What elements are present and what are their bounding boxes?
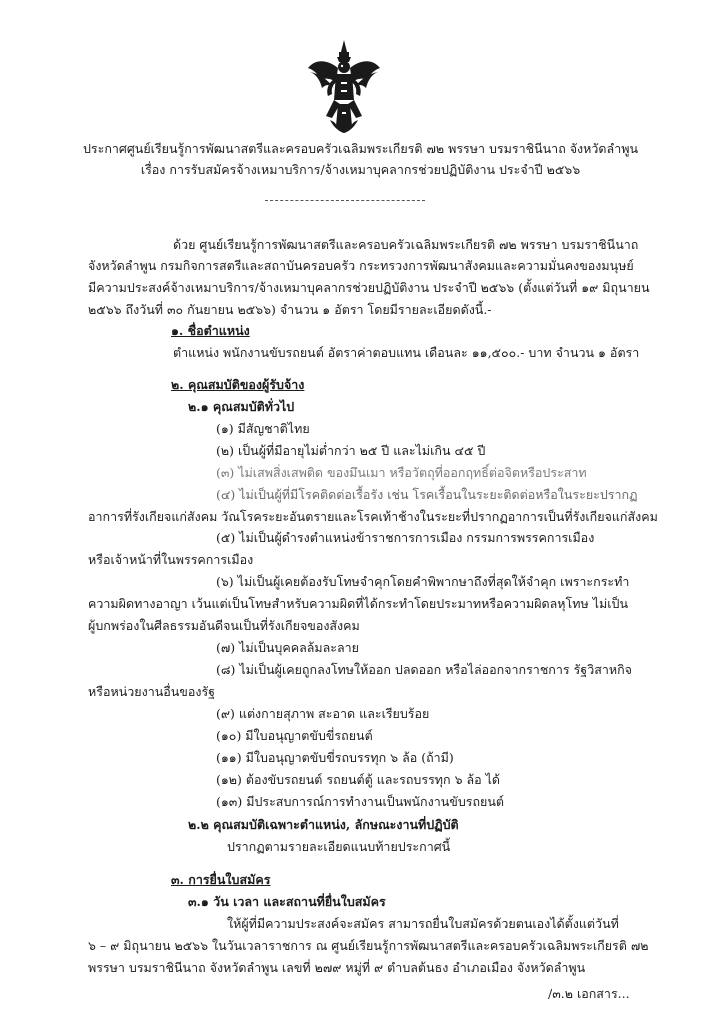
qualification-item: (๑๐) มีใบอนุญาตขับขี่รถยนต์	[216, 728, 373, 743]
qualification-item-cont: ความผิดทางอาญา เว้นแต่เป็นโทษสำหรับความผิดที่ได้กระทำโดยประมาทหรือความผิดลหุโทษ ไม่เป็น	[88, 596, 628, 611]
announcement-subject: เรื่อง การรับสมัครจ้างเหมาบริการ/จ้างเหมาบุคลากรช่วยปฏิบัติงาน ประจำปี ๒๕๖๖	[140, 162, 581, 177]
page-continuation: /๓.๒ เอกสาร...	[548, 986, 630, 1001]
application-line: พรรษา บรมราชินีนาถ จังหวัดลำพูน เลขที่ ๒๗๙ หมู่ที่ ๙ ตำบลต้นธง อำเภอเมือง จังหวัดลำพูน	[88, 960, 586, 975]
section-2-1-heading: ๒.๑ คุณสมบัติทั่วไป	[188, 399, 295, 414]
section-2-heading: ๒. คุณสมบัติของผู้รับจ้าง	[171, 377, 305, 392]
header-divider	[265, 200, 425, 201]
qualification-item: (๗) ไม่เป็นบุคคลล้มละลาย	[216, 640, 359, 655]
section-3-heading: ๓. การยื่นใบสมัคร	[171, 872, 271, 887]
qualification-item: (๒) เป็นผู้ที่มีอายุไม่ต่ำกว่า ๒๕ ปี และไม่เกิน ๔๕ ปี	[216, 443, 486, 458]
qualification-item: (๘) ไม่เป็นผู้เคยถูกลงโทษให้ออก ปลดออก หรือไล่ออกจากราชการ รัฐวิสาหกิจ	[216, 662, 632, 677]
qualification-item: (๕) ไม่เป็นผู้ดำรงตำแหน่งข้าราชการการเมือง กรรมการพรรคการเมือง	[216, 530, 595, 545]
section-2-2-heading: ๒.๒ คุณสมบัติเฉพาะตำแหน่ง, ลักษณะงานที่ปฏิบัติ	[188, 817, 459, 832]
qualification-item: (๓) ไม่เสพสิ่งเสพติด ของมึนเมา หรือวัตถุที่ออกฤทธิ์ต่อจิตหรือประสาท	[216, 465, 587, 480]
intro-line: ๒๕๖๖ ถึงวันที่ ๓๐ กันยายน ๒๕๖๖) จำนวน ๑ อัตรา โดยมีรายละเอียดดังนี้.-	[88, 302, 492, 317]
qualification-item: (๑) มีสัญชาติไทย	[216, 421, 310, 436]
qualification-item: (๑๓) มีประสบการณ์การทำงานเป็นพนักงานขับรถยนต์	[216, 794, 505, 809]
section-1-heading: ๑. ชื่อตำแหน่ง	[171, 323, 250, 338]
application-line: ๖ – ๙ มิถุนายน ๒๕๖๖ ในวันเวลาราชการ ณ ศูนย์เรียนรู้การพัฒนาสตรีและครอบครัวเฉลิมพระเกียรติ ๗๒	[88, 938, 649, 953]
section-2-2-text: ปรากฏตามรายละเอียดแนบท้ายประกาศนี้	[227, 839, 451, 854]
qualification-item: (๙) แต่งกายสุภาพ สะอาด และเรียบร้อย	[216, 706, 430, 721]
intro-line: ด้วย ศูนย์เรียนรู้การพัฒนาสตรีและครอบครัวเฉลิมพระเกียรติ ๗๒ พรรษา บรมราชินีนาถ	[173, 237, 639, 252]
intro-line: จังหวัดลำพูน กรมกิจการสตรีและสถาบันครอบครัว กระทรวงการพัฒนาสังคมและความมั่นคงของมนุษย์	[88, 258, 634, 273]
garuda-emblem-icon	[306, 38, 382, 134]
announcement-title: ประกาศศูนย์เรียนรู้การพัฒนาสตรีและครอบครัวเฉลิมพระเกียรติ ๗๒ พรรษา บรมราชินีนาถ จังหวัดลำพูน	[82, 141, 639, 156]
qualification-item: (๖) ไม่เป็นผู้เคยต้องรับโทษจำคุกโดยคำพิพากษาถึงที่สุดให้จำคุก เพราะกระทำ	[216, 574, 630, 589]
section-3-1-heading: ๓.๑ วัน เวลา และสถานที่ยื่นใบสมัคร	[188, 894, 386, 909]
qualification-item-cont: หรือหน่วยงานอื่นของรัฐ	[88, 684, 216, 699]
qualification-item: (๔) ไม่เป็นผู้ที่มีโรคติดต่อเรื้อรัง เช่น โรคเรื้อนในระยะติดต่อหรือในระยะปรากฏ	[216, 487, 638, 502]
qualification-item-cont: ผู้บกพร่องในศีลธรรมอันดีจนเป็นที่รังเกียจของสังคม	[88, 618, 360, 633]
qualification-item-cont: หรือเจ้าหน้าที่ในพรรคการเมือง	[88, 552, 254, 567]
qualification-item: (๑๑) มีใบอนุญาตขับขี่รถบรรทุก ๖ ล้อ (ถ้ามี)	[216, 750, 454, 765]
intro-line: มีความประสงค์จ้างเหมาบริการ/จ้างเหมาบุคลากรช่วยปฏิบัติงาน ประจำปี ๒๕๖๖ (ตั้งแต่วันที่ ๑๙ มิถุนายน	[88, 280, 650, 295]
qualification-item: (๑๒) ต้องขับรถยนต์ รถยนต์ตู้ และรถบรรทุก ๖ ล้อ ได้	[216, 772, 501, 787]
qualification-item-cont: อาการที่รังเกียจแก่สังคม วัณโรคระยะอันตรายและโรคเท้าช้างในระยะที่ปรากฏอาการเป็นที่รังเกียจแก่สังคม	[88, 509, 658, 524]
position-text: ตำแหน่ง พนักงานขับรถยนต์ อัตราค่าตอบแทน เดือนละ ๑๑,๕๐๐.- บาท จำนวน ๑ อัตรา	[173, 345, 640, 360]
application-line: ให้ผู้ที่มีความประสงค์จะสมัคร สามารถยื่นใบสมัครด้วยตนเองได้ตั้งแต่วันที่	[227, 916, 619, 931]
